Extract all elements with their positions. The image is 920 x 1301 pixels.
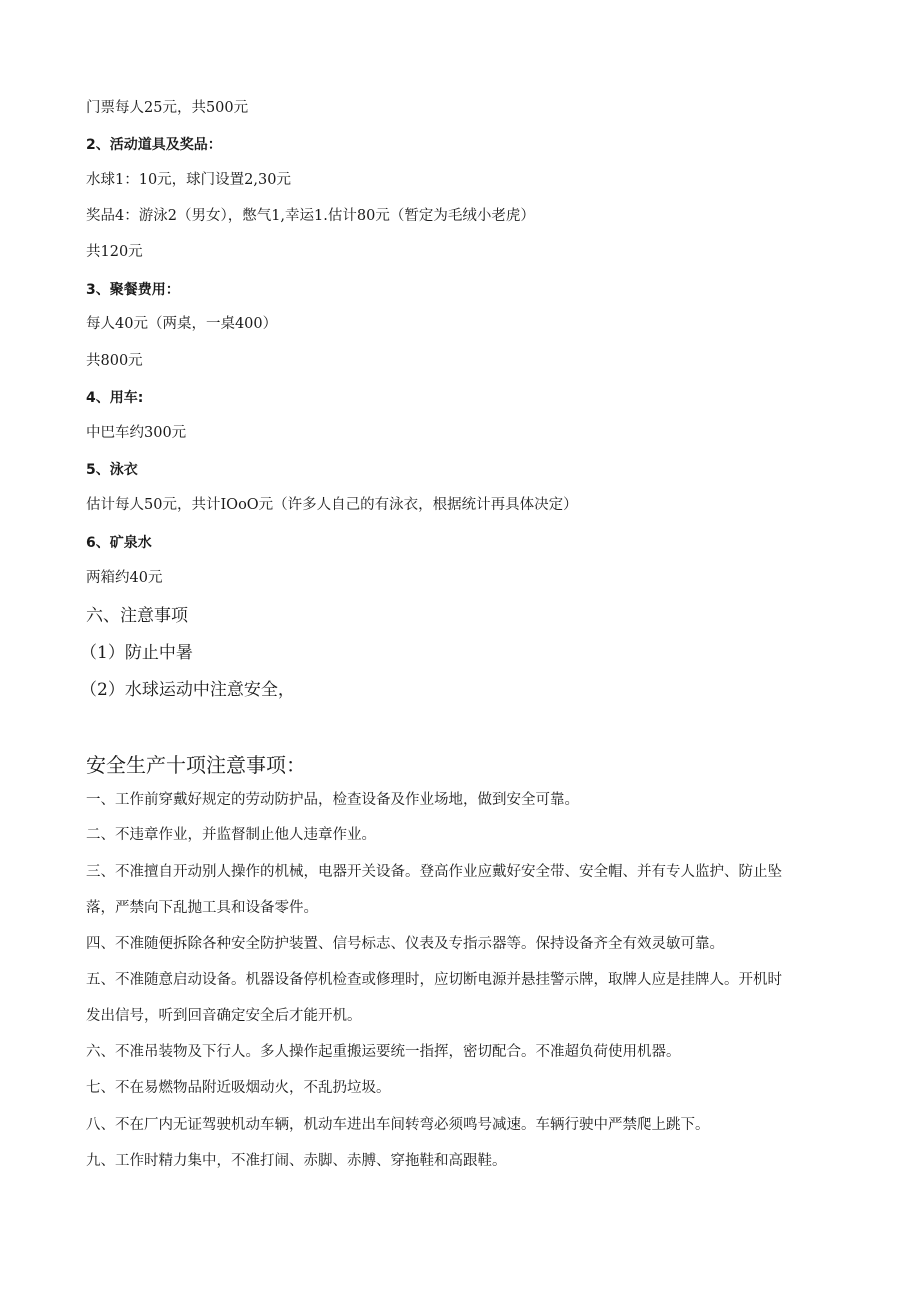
- notes-heading: 六、注意事项: [86, 606, 188, 626]
- safety-title: 安全生产十项注意事项：: [86, 753, 306, 777]
- notes-item-2: （2）水球运动中注意安全，: [80, 680, 295, 700]
- safety-rule-1: 一、工作前穿戴好规定的劳动防护品，检查设备及作业场地，做到安全可靠。: [86, 792, 579, 808]
- safety-rule-4: 四、不准随便拆除各种安全防护装置、信号标志、仪表及专指示器等。保持设备齐全有效灵敏可靠。: [86, 936, 724, 952]
- meal-detail-line: 每人40元（两桌，一桌400）: [86, 316, 278, 332]
- props-heading: 2、活动道具及奖品：: [86, 137, 222, 153]
- car-heading: 4、用车:: [86, 390, 144, 406]
- safety-rule-6: 六、不准吊装物及下行人。多人操作起重搬运要统一指挥，密切配合。不准超负荷使用机器。: [86, 1044, 681, 1060]
- safety-rule-9: 九、工作时精力集中，不准打闹、赤脚、赤膊、穿拖鞋和高跟鞋。: [86, 1153, 507, 1169]
- water-heading: 6、矿泉水: [86, 535, 152, 551]
- props-total-line: 共120元: [86, 244, 143, 260]
- meal-heading: 3、聚餐费用：: [86, 282, 180, 298]
- safety-rule-7: 七、不在易燃物品附近吸烟动火，不乱扔垃圾。: [86, 1080, 391, 1096]
- meal-total-line: 共800元: [86, 353, 143, 369]
- safety-rule-3a: 三、不准擅自开动别人操作的机械，电器开关设备。登高作业应戴好安全带、安全帽、并有专人监护、防止坠: [86, 864, 782, 880]
- safety-rule-8: 八、不在厂内无证驾驶机动车辆，机动车进出车间转弯必须鸣号减速。车辆行驶中严禁爬上跳下。: [86, 1117, 710, 1133]
- water-line: 两箱约40元: [86, 570, 163, 586]
- ticket-line: 门票每人25元，共500元: [86, 100, 249, 116]
- swimsuit-heading: 5、泳衣: [86, 462, 138, 478]
- safety-rule-3b: 落，严禁向下乱抛工具和设备零件。: [86, 900, 318, 916]
- notes-item-1: （1）防止中暑: [80, 643, 193, 663]
- swimsuit-line: 估计每人50元，共计IOoO元（许多人自己的有泳衣，根据统计再具体决定）: [86, 497, 578, 513]
- props-ball-line: 水球1：10元，球门设置2,30元: [86, 172, 291, 188]
- safety-rule-5b: 发出信号，听到回音确定安全后才能开机。: [86, 1008, 362, 1024]
- safety-rule-2: 二、不违章作业，并监督制止他人违章作业。: [86, 827, 376, 843]
- props-prize-line: 奖品4：游泳2（男女），憋气1,幸运1.估计80元（暂定为毛绒小老虎）: [86, 208, 535, 224]
- safety-rule-5a: 五、不准随意启动设备。机器设备停机检查或修理时，应切断电源并悬挂警示牌，取牌人应是挂牌人。开机时: [86, 972, 782, 988]
- car-line: 中巴车约300元: [86, 425, 187, 441]
